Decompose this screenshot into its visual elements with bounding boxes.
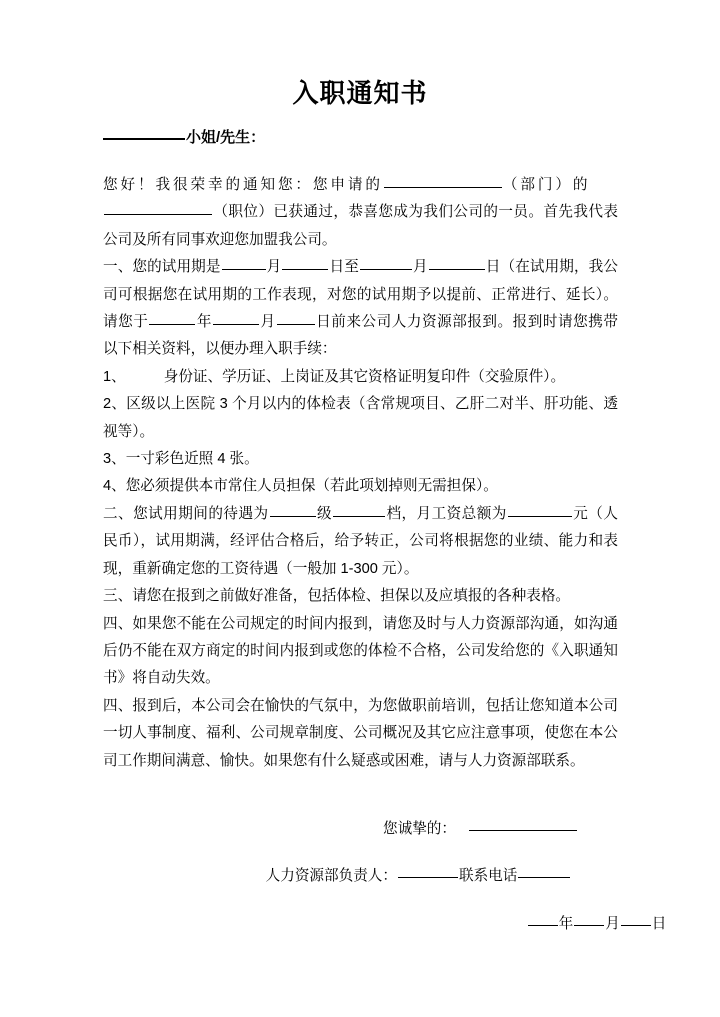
hr-manager-label: 人力资源部负责人： [265, 868, 397, 884]
section1-month2: 月 [412, 259, 428, 276]
section1-body: 日（在试用期，我公司可根据您在试用期的工作表现，对您的试用期予以提前、正常进行、延长）。请您于 [103, 259, 618, 331]
section2-tail: 元（人民币），试用期满，经评估合格后，给予转正，公司将根据您的业绩、能力和表现，重新确定您的工资待遇（一般加 1-300 元）。 [103, 505, 618, 577]
date-month-blank[interactable] [574, 910, 604, 926]
intro-department-label: （部门）的 [502, 177, 591, 193]
item1-text: 身份证、学历证、上岗证及其它资格证明复印件（交验原件）。 [163, 368, 566, 385]
report-year-blank[interactable] [149, 309, 195, 325]
signature-hr-line [103, 862, 676, 888]
salary-amount-blank[interactable] [508, 501, 572, 517]
signature-name-blank[interactable] [469, 815, 577, 831]
salutation-label: 小姐/先生： [186, 129, 266, 146]
paragraph-section-3: 三、请您在报到之前做好准备，包括体检、担保以及应填报的各种表格。 [103, 588, 571, 605]
date-year-label: 年 [558, 916, 574, 932]
item1-number: 1、 [103, 368, 126, 385]
department-blank[interactable] [384, 172, 502, 188]
paragraph-section-1 [103, 254, 618, 364]
intro-position-text: （职位）已获通过，恭喜您成为我们公司的一员。首先我代表公司及所有同事欢迎您加盟我公司。 [103, 204, 618, 248]
paragraph-section-2 [103, 501, 618, 583]
signature-yours-line [103, 815, 720, 841]
section1-lead: 一、您的试用期是 [103, 259, 221, 276]
hr-manager-blank[interactable] [398, 862, 458, 878]
section1-tail: 日前来公司人力资源部报到。报到时请您携带以下相关资料，以便办理入职手续： [103, 314, 618, 358]
position-blank[interactable] [104, 199, 212, 215]
list-item-1 [103, 364, 618, 391]
probation-start-month-blank[interactable] [222, 254, 266, 270]
list-item-4: 4、您必须提供本市常住人员担保（若此项划掉则无需担保）。 [103, 478, 498, 495]
probation-end-day-blank[interactable] [429, 254, 485, 270]
probation-start-day-blank[interactable] [282, 254, 328, 270]
list-item-3: 3、一寸彩色近照 4 张。 [103, 451, 259, 468]
salutation-line [103, 126, 265, 150]
section2-lead: 二、您试用期间的待遇为 [103, 505, 269, 522]
section1-year: 年 [196, 314, 212, 331]
section1-month1: 月 [266, 259, 282, 276]
signature-yours-label: 您诚挚的： [383, 821, 456, 837]
intro-greeting: 您好！我很荣幸的通知您：您申请的 [103, 177, 383, 193]
date-year-blank[interactable] [528, 910, 558, 926]
section2-grade: 级 [316, 505, 332, 522]
report-month-blank[interactable] [213, 309, 259, 325]
signature-date-line [103, 910, 720, 936]
date-day-blank[interactable] [621, 910, 651, 926]
probation-end-month-blank[interactable] [360, 254, 412, 270]
page-title: 入职通知书 [292, 78, 428, 108]
recipient-name-blank[interactable] [103, 138, 185, 140]
date-day-label: 日 [651, 916, 667, 932]
date-month-label: 月 [605, 916, 620, 932]
salary-grade-blank[interactable] [270, 501, 316, 517]
contact-phone-blank[interactable] [518, 862, 570, 878]
paragraph-section-4a: 四、如果您不能在公司规定的时间内报到，请您及时与人力资源部沟通，如沟通后仍不能在双方商定的时间内报到或您的体检不合格，公司发给您的《入职通知书》将自动失效。 [103, 615, 618, 687]
section2-rank: 档，月工资总额为 [386, 505, 507, 522]
paragraph-section-4b: 四、报到后，本公司会在愉快的气氛中，为您做职前培训，包括让您知道本公司一切人事制度、福利、公司规章制度、公司概况及其它应注意事项，使您在本公司工作期间满意、愉快。如果您有什么疑惑或困难，请与人力资源部联系。 [103, 697, 618, 769]
document-body [103, 172, 618, 775]
salary-rank-blank[interactable] [333, 501, 385, 517]
report-day-blank[interactable] [277, 309, 315, 325]
section1-day1: 日至 [329, 259, 359, 276]
contact-phone-label: 联系电话 [458, 868, 518, 884]
paragraph-intro [103, 172, 618, 254]
section1-month3: 月 [260, 314, 276, 331]
list-item-2: 2、区级以上医院 3 个月以内的体检表（含常规项目、乙肝二对半、肝功能、透视等）。 [103, 396, 618, 440]
intro-lead-line [103, 172, 618, 199]
